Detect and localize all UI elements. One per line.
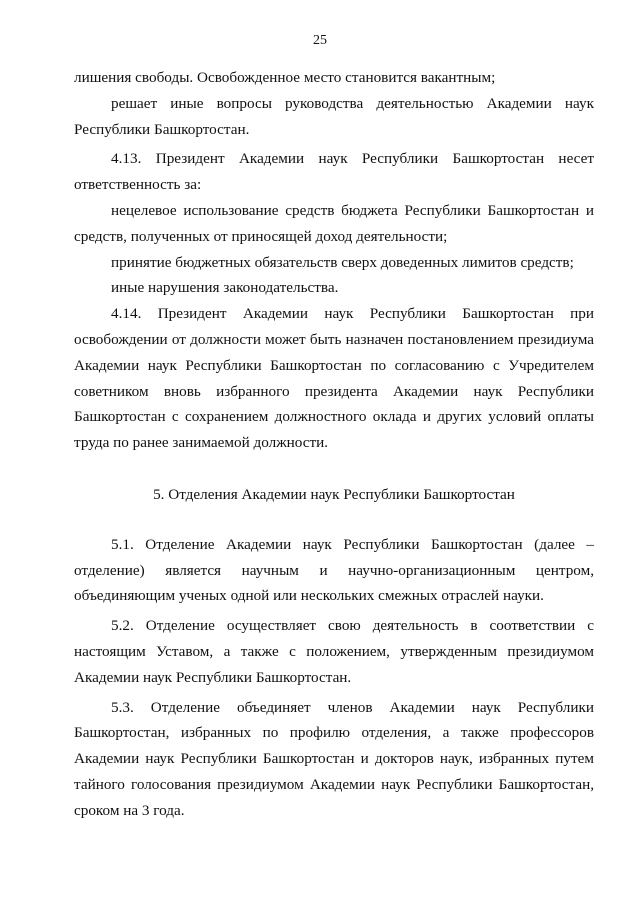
paragraph-other-matters: решает иные вопросы руководства деятельностью Академии наук Республики Башкортостан.	[74, 94, 594, 138]
paragraph-4-13: 4.13. Президент Академии наук Республики Башкортостан несет ответственность за:	[74, 150, 594, 194]
paragraph-5-1: 5.1. Отделение Академии наук Республики Башкортостан (далее – отделение) является научным и научно-организационным центром, объединяющим ученых одной или нескольких смежных отраслей науки.	[74, 535, 594, 605]
paragraph-4-14: 4.14. Президент Академии наук Республики Башкортостан при освобождении от должности может быть назначен постановлением президиума Академии наук Республики Башкортостан по согласованию с Учредителем советником вновь избранного президента Академии наук Республики Башкортостан с сохранением должностного оклада и других условий оплаты труда по ранее занимаемой должности.	[74, 305, 594, 452]
paragraph-5-3: 5.3. Отделение объединяет членов Академии наук Республики Башкортостан, избранных по профилю отделения, а также профессоров Академии наук Республики Башкортостан и докторов наук, избранных путем тайного голосования президиумом Академии наук Республики Башкортостан, сроком на 3 года.	[74, 698, 594, 819]
paragraph-continuation: лишения свободы. Освобожденное место становится вакантным;	[74, 69, 496, 86]
paragraph-misuse-funds: нецелевое использование средств бюджета Республики Башкортостан и средств, полученных от приносящей доход деятельности;	[74, 201, 594, 245]
page-number: 25	[313, 33, 327, 48]
paragraph-budget-obligations: принятие бюджетных обязательств сверх доведенных лимитов средств;	[111, 253, 574, 271]
section-title: 5. Отделения Академии наук Республики Башкортостан	[153, 485, 515, 503]
paragraph-5-2: 5.2. Отделение осуществляет свою деятельность в соответствии с настоящим Уставом, а также с положением, утвержденным президиумом Академии наук Республики Башкортостан.	[74, 617, 594, 686]
paragraph-other-violations: иные нарушения законодательства.	[111, 279, 339, 297]
document-body	[74, 65, 594, 824]
